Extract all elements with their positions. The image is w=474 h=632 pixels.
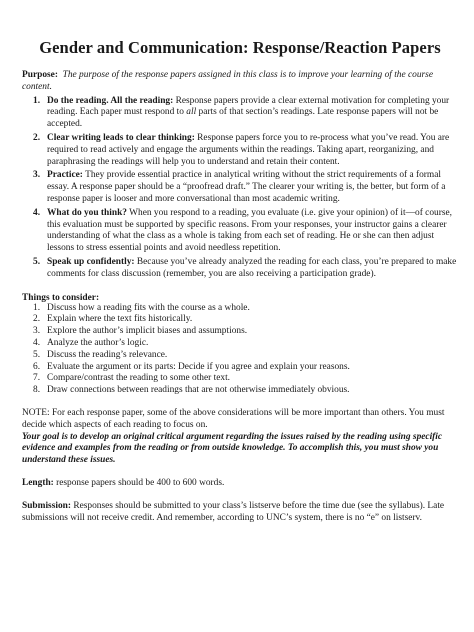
submission-text: Responses should be submitted to your class’s listserve before the time due (see the syllabus). Late submissions will not receive credit. And remember, according to UNC’s system, there is no “e” on listserv.	[22, 500, 445, 523]
purpose-text: The purpose of the response papers assigned in this class is to improve your learning of the course content.	[22, 70, 433, 92]
list-item	[33, 256, 458, 281]
list-item	[33, 132, 458, 168]
item-emphasis: all	[186, 107, 197, 118]
item-text: Response papers provide a clear external motivation for completing your reading. Each paper must respond to	[47, 95, 450, 118]
note-paragraph	[22, 408, 458, 467]
list-item	[33, 170, 458, 205]
purpose-paragraph	[22, 70, 458, 94]
item-heading: Practice:	[47, 170, 83, 181]
item-number: 5.	[33, 256, 41, 267]
item-text: Explain where the text fits historically.	[47, 314, 193, 325]
goal-text: Your goal is to develop an original critical argument regarding the issues raised by the reading using specific evidence and examples from the reading or from outside knowledge. To accomplish this, you must show you understand these issues.	[22, 431, 443, 466]
item-text: Response papers force you to re-process what you’ve read. You are required to read actively and engage the arguments within the readings. Taking apart, reorganizing, and paraphrasing the readings will help you to understand and retain their content.	[47, 132, 450, 167]
list-item	[33, 207, 458, 255]
page-title: Gender and Communication: Response/Reaction Papers	[39, 38, 441, 57]
length-paragraph	[22, 478, 458, 490]
considerations-list	[22, 303, 458, 397]
item-heading: What do you think?	[47, 207, 127, 218]
considerations-heading: Things to consider:	[22, 292, 100, 303]
item-text: Discuss the reading’s relevance.	[47, 349, 168, 360]
spacer	[22, 397, 458, 408]
item-text: Explore the author’s implicit biases and assumptions.	[47, 326, 248, 337]
list-item	[33, 326, 458, 338]
item-number: 3.	[33, 170, 41, 181]
submission-label: Submission:	[22, 500, 71, 511]
item-number: 4.	[33, 207, 41, 218]
list-item	[33, 349, 458, 362]
purpose-label: Purpose:	[22, 70, 58, 80]
list-item	[33, 385, 458, 397]
item-text: Because you’ve already analyzed the reading for each class, you’re prepared to make comments for class discussion (remember, you are also receiving a participation grade).	[47, 256, 457, 279]
item-number: 7.	[33, 373, 41, 384]
list-item	[33, 337, 458, 350]
item-number: 6.	[33, 361, 41, 372]
list-item	[33, 95, 458, 131]
item-text: Draw connections between readings that are not otherwise immediately obvious.	[47, 385, 350, 396]
item-text: Discuss how a reading fits with the course as a whole.	[47, 302, 250, 313]
length-label: Length:	[22, 477, 54, 488]
list-item	[33, 302, 458, 315]
submission-paragraph	[22, 501, 458, 525]
document-page	[22, 38, 458, 524]
item-text: When you respond to a reading, you evaluate (i.e. give your opinion) of it—of course, this evaluation must be supported by specific reasons. From your responses, your instructor gains a clearer understanding of what the class as a whole is taking from each set of reading. He or she can then adjust lessons to stress essential points and avoid needless repetition.	[47, 207, 452, 254]
item-number: 5.	[33, 349, 41, 360]
item-number: 8.	[33, 385, 41, 396]
spacer	[22, 490, 458, 501]
item-number: 1.	[33, 95, 41, 106]
item-text-end: parts of that section’s readings. Late response papers will not be accepted.	[47, 107, 439, 130]
note-text: NOTE: For each response paper, some of the above considerations will be more important than others. You must decide which aspects of each reading to focus on.	[22, 407, 445, 430]
list-item	[33, 373, 458, 385]
benefits-list	[22, 96, 458, 281]
length-text: response papers should be 400 to 600 words.	[53, 477, 225, 488]
item-number: 2.	[33, 314, 41, 325]
item-number: 4.	[33, 337, 41, 348]
spacer	[22, 467, 458, 478]
item-number: 1.	[33, 302, 41, 313]
list-item	[33, 314, 458, 326]
item-text: They provide essential practice in analytical writing without the strict requirements of a formal essay. A response paper should be a “proofread draft.” The clearer your writing is, the better, but form of a response paper is looser and more conversational than most academic writing.	[47, 170, 446, 204]
list-item	[33, 361, 458, 374]
item-text: Compare/contrast the reading to some other text.	[47, 373, 231, 384]
item-number: 2.	[33, 132, 41, 143]
item-text: Evaluate the argument or its parts: Decide if you agree and explain your reasons.	[47, 361, 350, 372]
item-text: Analyze the author’s logic.	[47, 337, 149, 348]
item-heading: Speak up confidently:	[47, 256, 135, 267]
item-heading: Do the reading. All the reading:	[47, 95, 174, 106]
item-number: 3.	[33, 326, 41, 337]
item-heading: Clear writing leads to clear thinking:	[47, 132, 195, 143]
